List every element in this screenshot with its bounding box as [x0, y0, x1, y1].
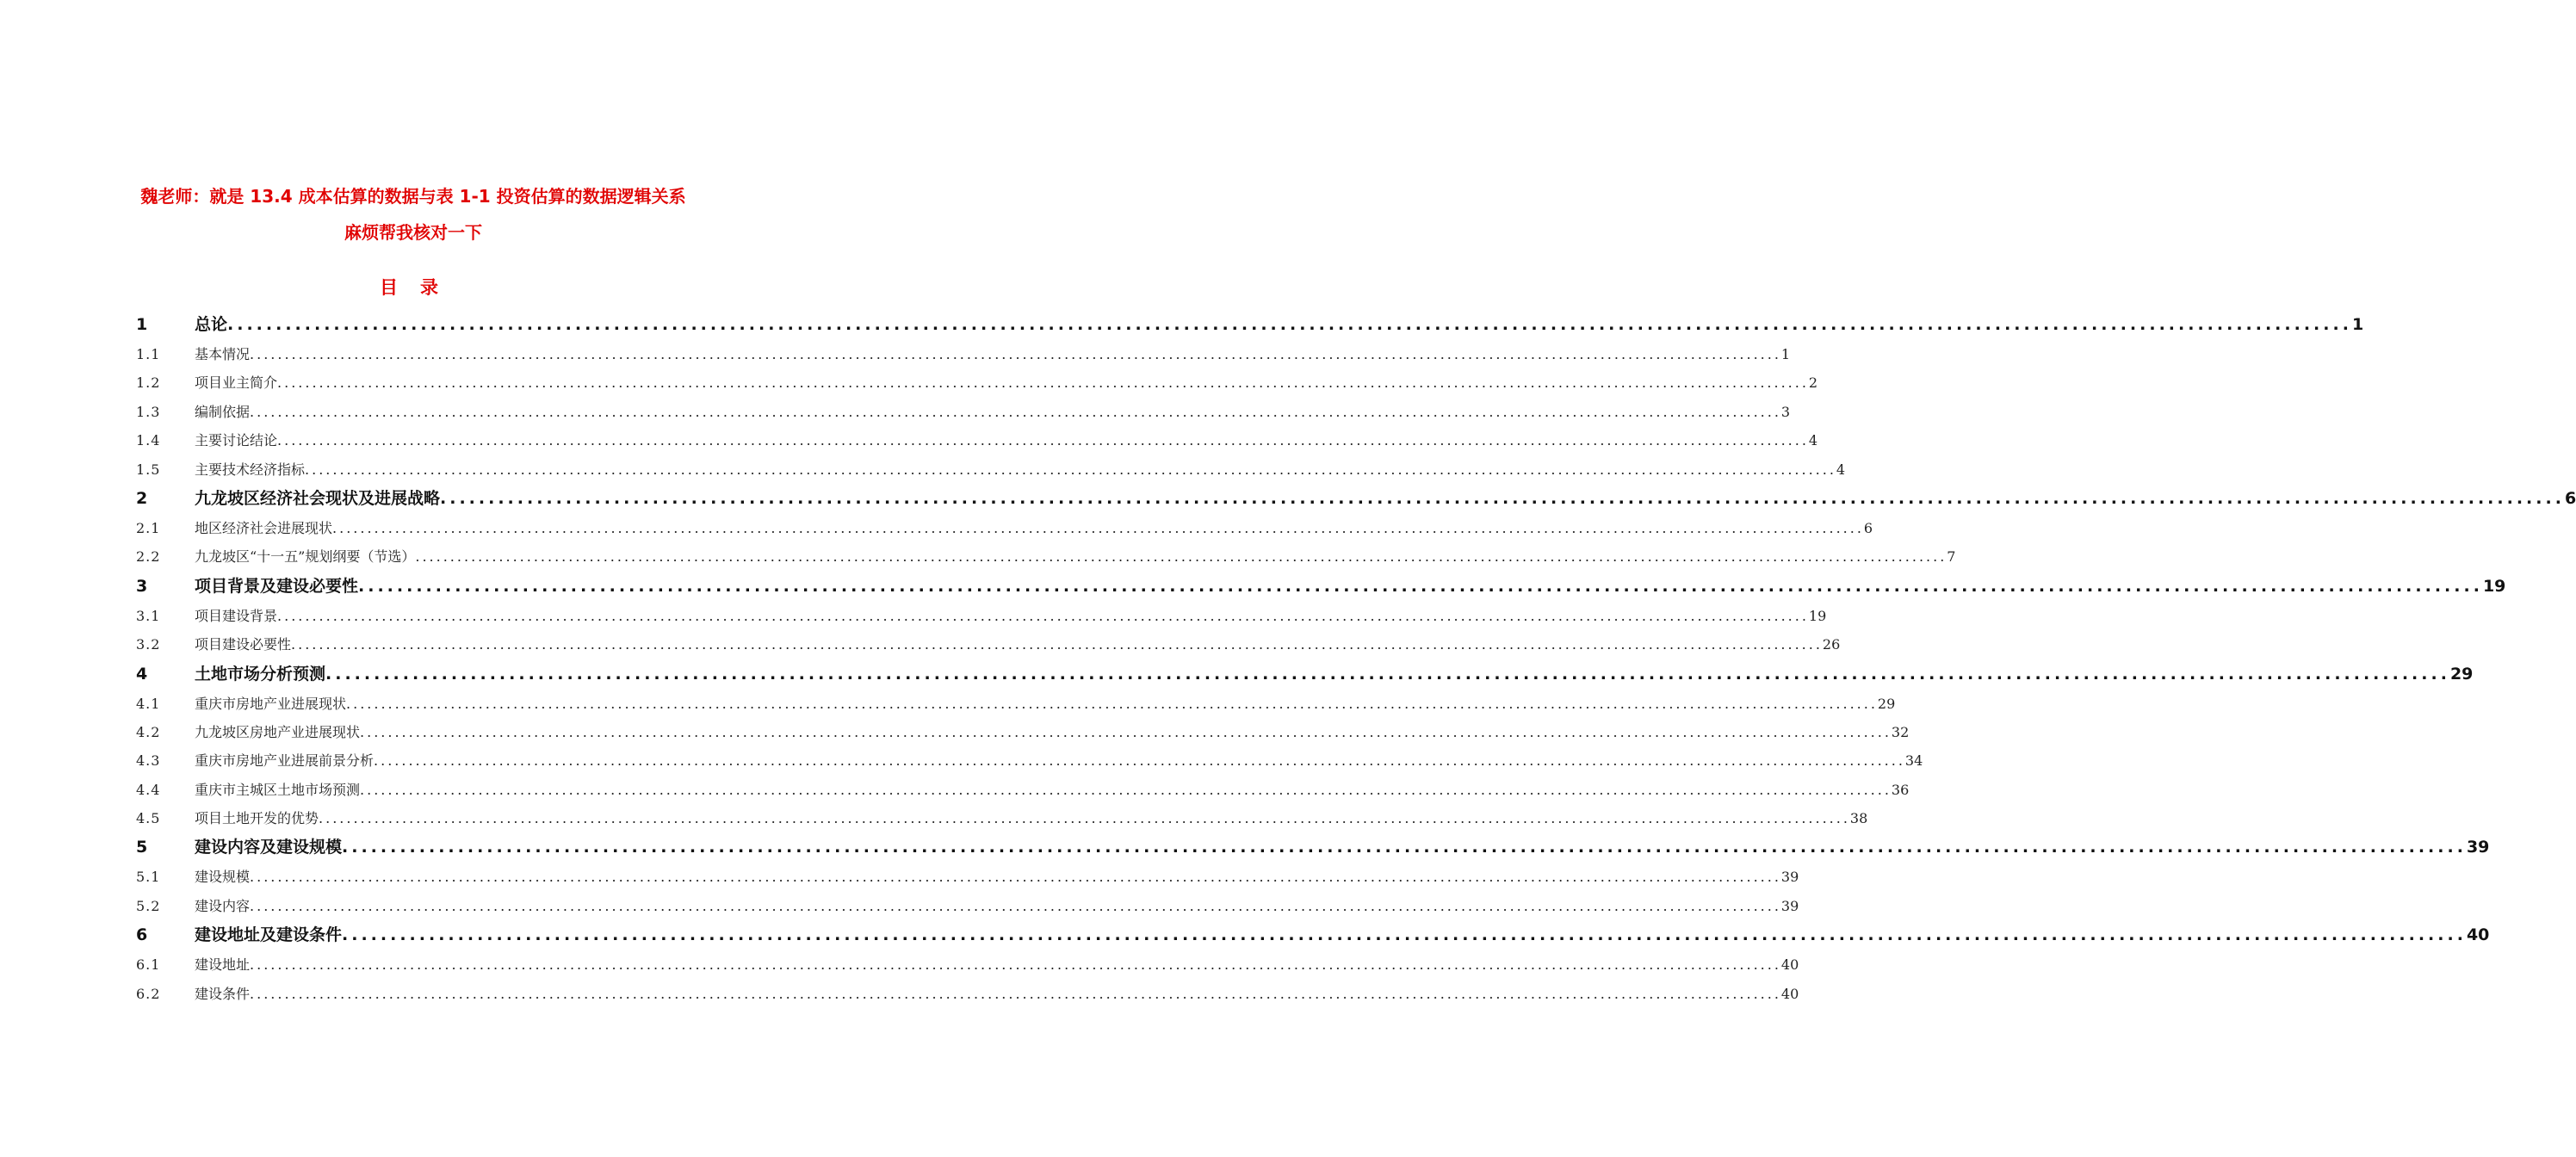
toc-entry-title: 项目建设必要性 [195, 636, 292, 653]
toc-entry-number: 4.5 [136, 810, 161, 827]
toc-entry-title: 建设内容 [195, 897, 251, 914]
toc-dot-leader: ............................................................................................................................................................................................................................ [250, 985, 1781, 1002]
toc-entry-title: 九龙坡区“十一五”规划纲要（节选） [195, 548, 416, 566]
toc-dot-leader: ............................................................................................................................................................................................................................ [360, 723, 1892, 740]
toc-entry-page-number: 32 [1891, 723, 1910, 740]
toc-dot-leader: ............................................................................................................................................................................................................................ [360, 781, 1892, 798]
toc-section-entry[interactable] [136, 718, 1910, 746]
toc-entry-number: 1.4 [136, 432, 161, 449]
toc-dot-leader: ............................................................................................................................................................................................................................ [342, 838, 2467, 857]
toc-dot-leader: ............................................................................................................................................................................................................................ [277, 374, 1809, 392]
toc-dot-leader: ............................................................................................................................................................................................................................ [440, 488, 2565, 508]
table-of-contents [136, 310, 2576, 1008]
toc-dot-leader: ............................................................................................................................................................................................................................ [250, 403, 1781, 420]
toc-entry-page-number: 19 [1808, 607, 1827, 624]
toc-entry-page-number: 1 [1780, 346, 1791, 362]
toc-entry-title: 九龙坡区经济社会现状及进展战略 [195, 488, 441, 508]
toc-entry-title: 项目建设背景 [195, 607, 278, 624]
toc-dot-leader: ............................................................................................................................................................................................................................ [305, 461, 1836, 478]
toc-entry-number: 1.3 [136, 403, 161, 420]
toc-title: 目录 [380, 277, 461, 298]
toc-entry-title: 九龙坡区房地产业进展现状 [195, 723, 361, 740]
toc-section-entry[interactable] [136, 398, 1791, 426]
toc-entry-title: 项目业主简介 [195, 374, 278, 392]
toc-section-entry[interactable] [136, 690, 1896, 718]
toc-entry-title: 重庆市房地产业进展现状 [195, 695, 347, 712]
toc-section-entry[interactable] [136, 804, 1868, 832]
toc-entry-title: 土地市场分析预测 [195, 664, 326, 684]
toc-dot-leader: ............................................................................................................................................................................................................................ [277, 607, 1809, 624]
toc-dot-leader: ............................................................................................................................................................................................................................ [374, 752, 1905, 770]
toc-dot-leader: ............................................................................................................................................................................................................................ [250, 346, 1781, 362]
toc-entry-page-number: 40 [2466, 925, 2490, 945]
toc-entry-page-number: 4 [1836, 461, 1846, 478]
toc-entry-number: 1 [136, 315, 148, 334]
toc-entry-page-number: 39 [2466, 838, 2490, 857]
toc-section-entry[interactable] [136, 426, 1818, 455]
toc-dot-leader: ............................................................................................................................................................................................................................ [342, 925, 2467, 945]
toc-entry-page-number: 26 [1822, 636, 1841, 653]
toc-entry-title: 建设地址 [195, 956, 251, 974]
toc-entry-number: 4.1 [136, 695, 161, 712]
toc-entry-title: 项目背景及建设必要性 [195, 576, 359, 596]
toc-section-entry[interactable] [136, 863, 1799, 891]
toc-dot-leader: ............................................................................................................................................................................................................................ [291, 636, 1823, 653]
toc-chapter-entry[interactable] [136, 572, 2506, 602]
toc-entry-title: 总论 [195, 315, 228, 334]
toc-entry-page-number: 36 [1891, 781, 1910, 798]
toc-entry-page-number: 19 [2482, 576, 2506, 596]
toc-section-entry[interactable] [136, 602, 1827, 630]
toc-entry-number: 5.1 [136, 869, 161, 886]
toc-dot-leader: ............................................................................................................................................................................................................................ [250, 897, 1781, 914]
red-note-line-1: 魏老师：就是 13.4 成本估算的数据与表 1-1 投资估算的数据逻辑关系 [140, 186, 686, 207]
toc-entry-title: 建设条件 [195, 985, 251, 1002]
toc-entry-number: 2.1 [136, 519, 161, 536]
toc-entry-title: 基本情况 [195, 346, 251, 362]
toc-entry-number: 4 [136, 664, 148, 684]
toc-entry-page-number: 39 [1780, 869, 1799, 886]
toc-entry-number: 4.4 [136, 781, 161, 798]
toc-entry-page-number: 3 [1780, 403, 1791, 420]
toc-entry-title: 建设规模 [195, 869, 251, 886]
toc-section-entry[interactable] [136, 542, 1956, 571]
toc-dot-leader: ............................................................................................................................................................................................................................ [277, 432, 1809, 449]
toc-entry-title: 主要技术经济指标 [195, 461, 306, 478]
toc-chapter-entry[interactable] [136, 310, 2364, 340]
toc-entry-page-number: 39 [1780, 897, 1799, 914]
toc-section-entry[interactable] [136, 892, 1799, 920]
toc-dot-leader: ............................................................................................................................................................................................................................ [346, 695, 1878, 712]
toc-section-entry[interactable] [136, 368, 1818, 397]
toc-entry-page-number: 7 [1947, 548, 1956, 566]
toc-section-entry[interactable] [136, 630, 1841, 659]
toc-dot-leader: ............................................................................................................................................................................................................................ [415, 548, 1947, 566]
toc-entry-number: 5 [136, 838, 148, 857]
toc-dot-leader: ............................................................................................................................................................................................................................ [250, 869, 1781, 886]
toc-entry-number: 1.1 [136, 346, 161, 362]
toc-entry-number: 4.2 [136, 723, 161, 740]
toc-section-entry[interactable] [136, 776, 1910, 804]
toc-entry-title: 编制依据 [195, 403, 251, 420]
red-note-line-2: 麻烦帮我核对一下 [344, 222, 482, 243]
toc-entry-page-number: 1 [2351, 315, 2364, 334]
toc-entry-page-number: 2 [1808, 374, 1818, 392]
toc-entry-page-number: 6 [1863, 519, 1873, 536]
toc-entry-number: 6.1 [136, 956, 161, 974]
toc-entry-title: 项目土地开发的优势 [195, 810, 319, 827]
toc-entry-number: 6.2 [136, 985, 161, 1002]
toc-entry-number: 5.2 [136, 897, 161, 914]
toc-entry-number: 2 [136, 488, 148, 508]
toc-entry-page-number: 34 [1904, 752, 1923, 770]
toc-entry-page-number: 38 [1849, 810, 1868, 827]
toc-dot-leader: ............................................................................................................................................................................................................................ [325, 664, 2450, 684]
toc-entry-title: 地区经济社会进展现状 [195, 519, 333, 536]
toc-section-entry[interactable] [136, 455, 1846, 484]
toc-dot-leader: ............................................................................................................................................................................................................................ [319, 810, 1850, 827]
toc-entry-page-number: 4 [1808, 432, 1818, 449]
toc-entry-page-number: 29 [2449, 664, 2474, 684]
toc-entry-number: 3.2 [136, 636, 161, 653]
toc-entry-number: 1.5 [136, 461, 161, 478]
toc-section-entry[interactable] [136, 980, 1799, 1008]
toc-chapter-entry[interactable] [136, 484, 2576, 514]
toc-entry-number: 1.2 [136, 374, 161, 392]
toc-section-entry[interactable] [136, 514, 1873, 542]
toc-entry-title: 建设内容及建设规模 [195, 838, 343, 857]
toc-entry-title: 建设地址及建设条件 [195, 925, 343, 945]
toc-entry-number: 6 [136, 925, 148, 945]
toc-entry-title: 主要讨论结论 [195, 432, 278, 449]
toc-entry-page-number: 29 [1877, 695, 1896, 712]
toc-section-entry[interactable] [136, 746, 1923, 775]
toc-chapter-entry[interactable] [136, 832, 2490, 863]
toc-chapter-entry[interactable] [136, 659, 2474, 690]
toc-entry-number: 3 [136, 576, 148, 596]
toc-entry-page-number: 6 [2564, 488, 2576, 508]
toc-dot-leader: ............................................................................................................................................................................................................................ [250, 956, 1781, 974]
toc-entry-number: 2.2 [136, 548, 161, 566]
toc-entry-number: 3.1 [136, 607, 161, 624]
toc-entry-title: 重庆市主城区土地市场预测 [195, 781, 361, 798]
toc-section-entry[interactable] [136, 950, 1799, 979]
toc-dot-leader: ............................................................................................................................................................................................................................ [227, 315, 2352, 334]
toc-section-entry[interactable] [136, 340, 1791, 368]
toc-entry-title: 重庆市房地产业进展前景分析 [195, 752, 375, 770]
toc-entry-page-number: 40 [1780, 985, 1799, 1002]
toc-dot-leader: ............................................................................................................................................................................................................................ [358, 576, 2483, 596]
toc-chapter-entry[interactable] [136, 920, 2490, 950]
toc-entry-page-number: 40 [1780, 956, 1799, 974]
toc-dot-leader: ............................................................................................................................................................................................................................ [332, 519, 1864, 536]
toc-entry-number: 4.3 [136, 752, 161, 770]
